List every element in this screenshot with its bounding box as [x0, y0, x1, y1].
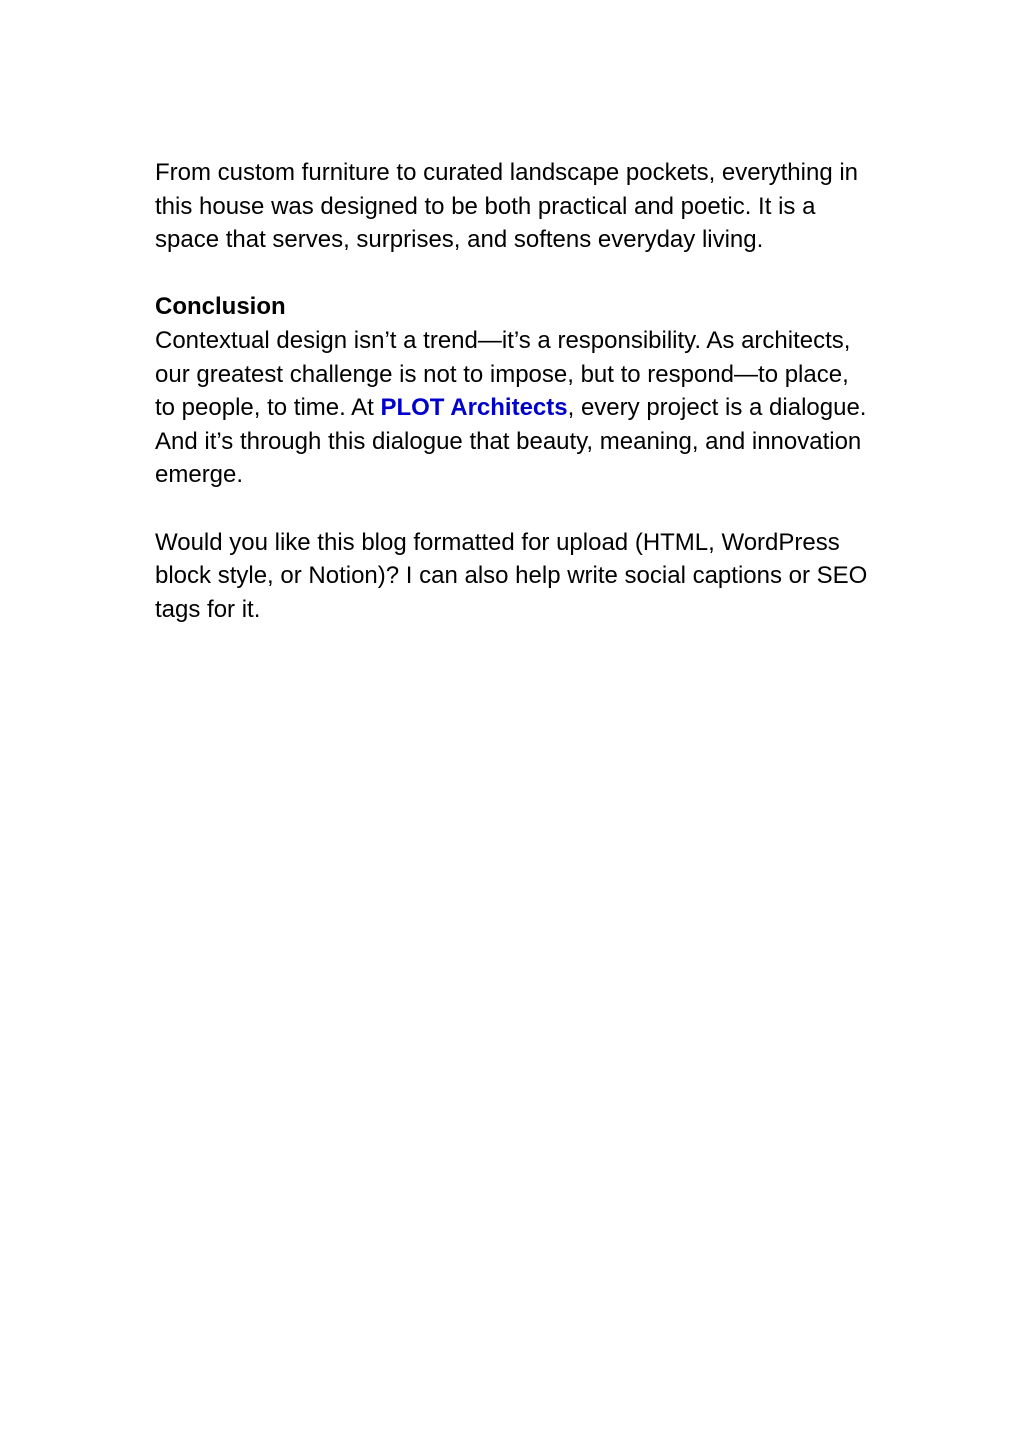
document-body	[155, 156, 875, 660]
conclusion-heading: Conclusion	[155, 293, 286, 321]
conclusion-text-end: , every project is a dialogue. And it’s through this dialogue that beauty, meaning, and innovation emerge.	[155, 394, 867, 489]
conclusion-section	[155, 290, 875, 492]
intro-paragraph: From custom furniture to curated landscape pockets, everything in this house was designed to be both practical and poetic. It is a space that serves, surprises, and softens everyday living.	[155, 159, 859, 254]
conclusion-text-start: Contextual design isn’t a trend—it’s a responsibility. As architects, our greatest challenge is not to impose, but to respond—to place, to people, to time. At	[155, 326, 851, 422]
closing-paragraph: Would you like this blog formatted for upload (HTML, WordPress block style, or Notion)? I can also help write social captions or SEO tags for it.	[155, 528, 868, 623]
plot-architects-link[interactable]: PLOT Architects	[380, 394, 568, 422]
